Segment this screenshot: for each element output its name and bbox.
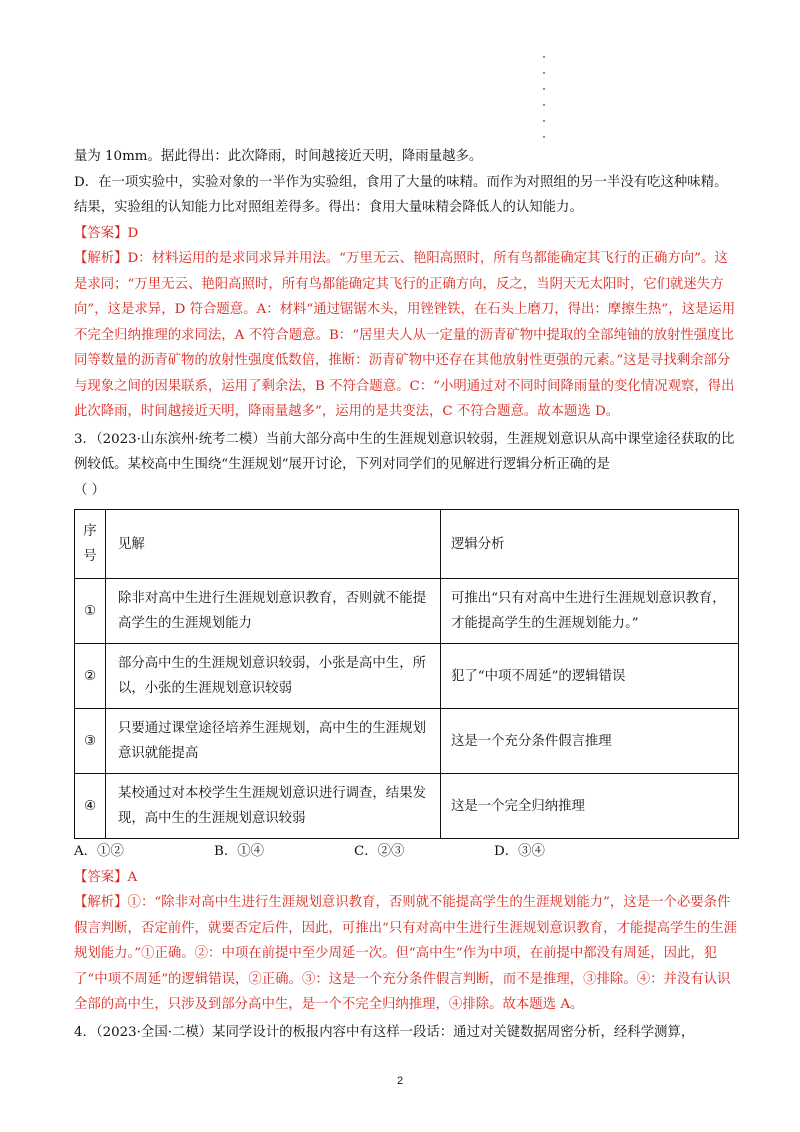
row-analysis: 这是一个完全归纳推理 (441, 774, 739, 839)
row-view: 某校通过对本校学生生涯规划意识进行调查，结果发现，高中生的生涯规划意识较弱 (106, 774, 441, 839)
page-number: 2 (396, 1075, 404, 1087)
row-no: ③ (75, 709, 106, 774)
row-view: 只要通过课堂途径培养生涯规划，高中生的生涯规划意识就能提高 (106, 709, 441, 774)
margin-dots (541, 56, 547, 152)
header-analysis: 逻辑分析 (441, 510, 739, 579)
q4-stem: 4．（2023·全国·二模）某同学设计的板报内容中有这样一段话：通过对关键数据周密分析，经科学测算， (74, 1024, 695, 1040)
q3-analysis: 【解析】①：“除非对高中生进行生涯规划意识教育，否则就不能提高学生的生涯规划能力”，这是一个必要条件假言判断，否定前件，就要否定后件，因此，可推出“只有对高中生进行生涯规划意识教育，才能提高学生的生涯规划能力。”①正确。②：中项在前提中至少周延一次。但“高中生”作为中项，在前提中都没有周延，因此，犯了“中项不周延”的逻辑错误，②正确。③：这是一个充分条件假言判断，而不是推理，③排除。④：并没有认识全部的高中生，只涉及到部分高中生，是一个不完全归纳推理，④排除。故本题选 A。 (74, 895, 737, 1012)
row-analysis: 这是一个充分条件假言推理 (441, 709, 739, 774)
q3-blank: （ ） (74, 482, 106, 498)
row-no: ④ (75, 774, 106, 839)
header-view: 见解 (106, 510, 441, 579)
table-row (75, 644, 739, 709)
row-analysis: 可推出“只有对高中生进行生涯规划意识教育，才能提高学生的生涯规划能力。” (441, 579, 739, 644)
row-analysis: 犯了“中项不周延”的逻辑错误 (441, 644, 739, 709)
option-c: C．②③ (354, 844, 405, 859)
q2-analysis: 【解析】D：材料运用的是求同求异并用法。“万里无云、艳阳高照时，所有鸟都能确定其飞行的正确方向”。这是求同；“万里无云、艳阳高照时，所有鸟都能确定其飞行的正确方向，反之，当阴天无太阳时，它们就迷失方向”，这是求异，D 符合题意。A：材料“通过锯锯木头，用锉锉铁，在石头上磨刀，得出：摩擦生热”，这是运用不完全归纳推理的求同法，A 不符合题意。B：“居里夫人从一定量的沥青矿物中提取的全部纯铀的放射性强度比同等数量的沥青矿物的放射性强度低数倍，推断：沥青矿物中还存在其他放射性更强的元素。”这是寻找剩余部分与现象之间的因果联系，运用了剩余法，B 不符合题意。C：“小明通过对不同时间降雨量的变化情况观察，得出此次降雨，时间越接近天明，降雨量越多”，运用的是共变法，C 不符合题意。故本题选 D。 (74, 251, 736, 419)
table-row (75, 774, 739, 839)
row-view: 部分高中生的生涯规划意识较弱，小张是高中生，所以，小张的生涯规划意识较弱 (106, 644, 441, 709)
option-b: B．①④ (214, 844, 265, 859)
table-header-row (75, 510, 739, 579)
row-view: 除非对高中生进行生涯规划意识教育，否则就不能提高学生的生涯规划能力 (106, 579, 441, 644)
option-d: D．在一项实验中，实验对象的一半作为实验组，食用了大量的味精。而作为对照组的另一半没有吃这种味精。结果，实验组的认知能力比对照组差得多。得出：食用大量味精会降低人的认知能力。 (74, 174, 728, 215)
q3-options (74, 839, 740, 865)
q3-table (74, 509, 739, 839)
table-row (75, 709, 739, 774)
option-d-choice: D．③④ (494, 844, 545, 859)
row-no: ② (75, 644, 106, 709)
table-row (75, 579, 739, 644)
q3-answer: 【答案】A (74, 869, 138, 885)
q2-answer: 【答案】D (74, 225, 139, 241)
page-content (74, 144, 740, 1045)
header-no: 序号 (75, 510, 106, 579)
top-paragraph: 量为 10mm。据此得出：此次降雨，时间越接近天明，降雨量越多。 (74, 149, 483, 164)
q3-stem: 3．（2023·山东滨州·统考二模）当前大部分高中生的生涯规划意识较弱，生涯规划意识从高中课堂途径获取的比例较低。某校高中生围绕“生涯规划”展开讨论，下列对同学们的见解进行逻辑分析正确的是 (74, 431, 735, 472)
row-no: ① (75, 579, 106, 644)
option-a: A．①② (74, 844, 124, 859)
